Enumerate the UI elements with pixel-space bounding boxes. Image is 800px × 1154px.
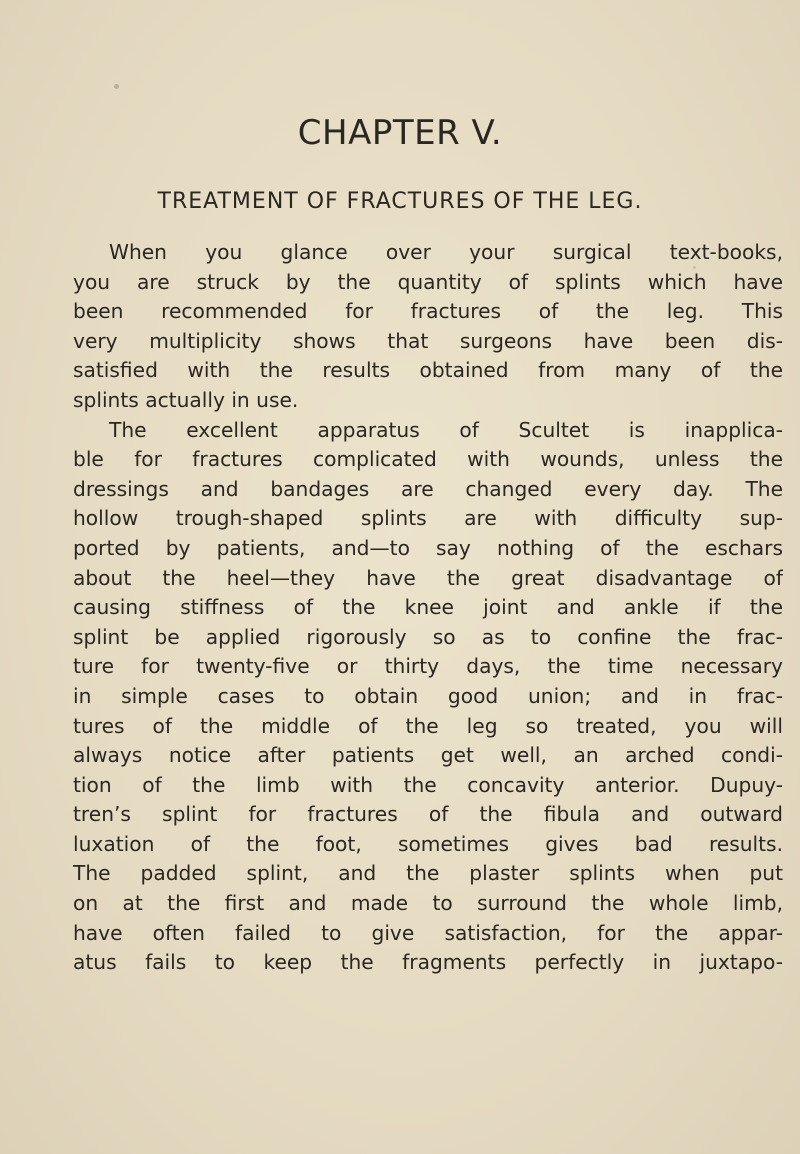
text-line: splints actually in use. <box>73 387 299 412</box>
paper-speck <box>114 84 119 89</box>
text-line: The excellent apparatus of Scultet is inapplica- <box>109 417 783 442</box>
text-line: very multiplicity shows that surgeons have been dis- <box>73 328 783 353</box>
text-line: about the heel—they have the great disadvantage of <box>73 565 783 590</box>
text-line: When you glance over your surgical text-books, <box>109 240 783 264</box>
paragraph-2 <box>73 416 783 978</box>
text-line: in simple cases to obtain good union; and in frac- <box>73 683 783 708</box>
text-line: have often failed to give satisfaction, for the appar- <box>73 920 783 945</box>
text-line: tures of the middle of the leg so treated, you will <box>73 713 783 738</box>
paragraph-1 <box>73 238 783 416</box>
text-line: satisfied with the results obtained from many of the <box>73 358 783 383</box>
text-line: splint be applied rigorously so as to confine the frac- <box>73 624 783 649</box>
text-line: atus fails to keep the fragments perfectly in juxtapo- <box>73 950 783 975</box>
text-line: you are struck by the quantity of splints which have <box>73 269 783 294</box>
text-line: The padded splint, and the plaster splints when put <box>73 861 783 886</box>
text-line: dressings and bandages are changed every day. The <box>73 476 783 501</box>
text-line: tion of the limb with the concavity anterior. Dupuy- <box>73 772 783 797</box>
text-line: ported by patients, and—to say nothing of the eschars <box>73 535 783 560</box>
text-line: luxation of the foot, sometimes gives bad results. <box>73 831 783 856</box>
section-title: TREATMENT OF FRACTURES OF THE LEG. <box>157 189 643 214</box>
chapter-title: CHAPTER V. <box>297 113 503 153</box>
body-text <box>73 238 783 978</box>
text-line: always notice after patients get well, an arched condi- <box>73 743 783 768</box>
text-line: tren’s splint for fractures of the fibula and outward <box>73 802 783 827</box>
text-line: ble for fractures complicated with wounds, unless the <box>73 447 783 472</box>
text-line: ture for twenty-five or thirty days, the time necessary <box>73 654 783 679</box>
text-line: hollow trough-shaped splints are with difficulty sup- <box>73 506 783 531</box>
text-line: been recommended for fractures of the leg. This <box>73 299 783 324</box>
text-line: on at the first and made to surround the whole limb, <box>73 891 783 916</box>
text-line: causing stiffness of the knee joint and ankle if the <box>73 595 783 620</box>
